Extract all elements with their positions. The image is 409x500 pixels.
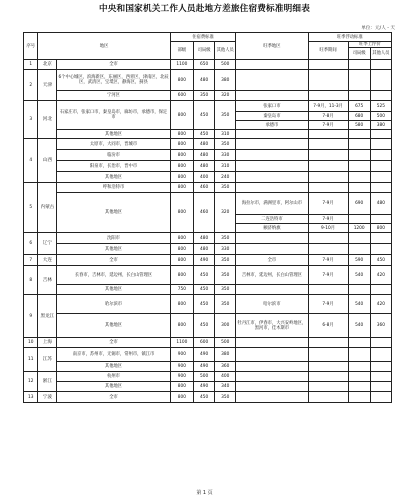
header-standard-group: 住宿费标准 [170, 33, 236, 42]
table-row: 13 宁波 全市 800 450 350 [24, 392, 392, 403]
table-row: 12 浙江 杭州市 900 500 400 [24, 372, 392, 382]
header-other: 其他人员 [215, 42, 236, 60]
table-row: 其他地区 800 490 340 [24, 382, 392, 392]
page-number: 第 1 页 [196, 490, 213, 496]
table-row: 其他地区 900 490 360 [24, 362, 392, 372]
table-row: 5 内蒙古 呼和浩特市 800 460 350 [24, 183, 392, 193]
table-row: 7 大连 全市 800 490 350 全市 7-9月 590 450 [24, 255, 392, 266]
table-row: 10 上海 全市 1100 600 500 [24, 338, 392, 348]
table-row: 9 黑龙江 哈尔滨市 800 450 350 哈尔滨市 7-9月 540 420 [24, 295, 392, 314]
document-title: 中央和国家机关工作人员赴地方差旅住宿费标准明细表 [98, 4, 311, 14]
header-no: 序号 [24, 33, 38, 60]
table-row: 3 河北 石家庄市，张家口市，秦皇岛市，廊坊市，承德市，保定市 800 450 350 张家口市 7-9月，11-3月 675 525 [24, 101, 392, 112]
unit-label: 单位：元/人・天 [361, 26, 395, 31]
header-peak-group: 旺季浮动标准 [308, 33, 391, 42]
table-row: 二连浩特市 7-9月 [24, 215, 392, 224]
table-row: 其他地区 800 450 300 牡丹江市，伊春市，大兴安岭地区，黑河市，佳木斯市 6-8月 540 360 [24, 314, 392, 338]
table-row: 其他地区 800 450 310 [24, 130, 392, 139]
header-peak-rate: 旺季上浮价 [348, 42, 391, 48]
table-row: 其他地区 800 400 240 [24, 172, 392, 183]
header-peak-region: 旺季地区 [236, 33, 308, 60]
table-row: 其他地区 800 480 330 [24, 244, 392, 255]
table-row: 承德市 7-9月 580 380 [24, 121, 392, 130]
header-peak-bureau: 司局级 [348, 48, 370, 60]
header-peak-period: 旺季期间 [308, 42, 348, 60]
header-bureau: 司局级 [194, 42, 215, 60]
header-peak-other: 其他人员 [370, 48, 391, 60]
table-row: 额济纳旗 9-10月 1200 800 [24, 224, 392, 233]
table-row: 其他地区 800 460 320 海拉尔市，满洲里市，阿尔山市 7-9月 690 480 [24, 193, 392, 215]
table-row: 其他地区 750 450 350 [24, 285, 392, 295]
lodging-standard-table [23, 32, 392, 403]
table-row: 阳泉市，长治市，晋中市 800 480 310 [24, 161, 392, 172]
table-row: 2 天津 6个中心城区，滨海新区，东丽区，西青区，津南区，北辰区，武清区，宝坻区，静海区，蓟县 800 480 380 [24, 70, 392, 91]
table-row: 临汾市 800 480 330 [24, 150, 392, 161]
table-row: 8 吉林 长春市，吉林市，延边州，长白山管理区 800 450 350 吉林市，延边州，长白山管理区 7-9月 540 420 [24, 266, 392, 285]
table-row: 4 山西 太原市，大同市，晋城市 800 480 350 [24, 139, 392, 150]
table-row: 11 江苏 南京市，苏州市，无锡市，常州市，镇江市 900 490 380 [24, 348, 392, 362]
header-region: 地区 [38, 33, 170, 60]
table-row: 1 北京 全市 1100 650 500 [24, 60, 392, 70]
table-row: 6 辽宁 沈阳市 800 480 350 [24, 233, 392, 244]
table-row: 秦皇岛市 7-8月 680 500 [24, 112, 392, 121]
header-ministerial: 部级 [170, 42, 193, 60]
table-row: 宁河区 600 350 320 [24, 91, 392, 101]
